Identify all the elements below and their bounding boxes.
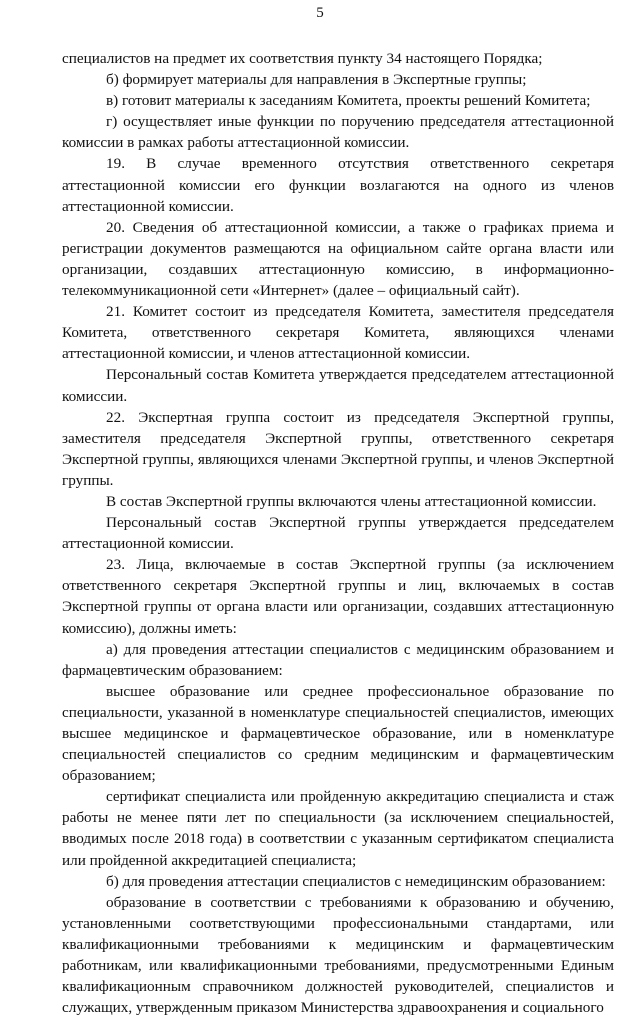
- paragraph: Персональный состав Комитета утверждается председателем аттестационной комиссии.: [62, 366, 614, 405]
- paragraph: 19. В случае временного отсутствия ответственного секретаря аттестационной комиссии его функции возлагаются на одного из членов аттестационной комиссии.: [62, 155, 614, 215]
- paragraph: Персональный состав Экспертной группы утверждается председателем аттестационной комиссии.: [62, 514, 614, 553]
- paragraph: сертификат специалиста или пройденную аккредитацию специалиста и стаж работы не менее пяти лет по специальности (за исключением специальностей, вводимых после 2018 года) в соответствии с указанным сертификатом специалиста или пройденной аккредитацией специалиста;: [62, 788, 614, 869]
- paragraph: специалистов на предмет их соответствия пункту 34 настоящего Порядка;: [62, 50, 543, 67]
- paragraph: 21. Комитет состоит из председателя Комитета, заместителя председателя Комитета, ответственного секретаря Комитета, являющихся членами аттестационной комиссии, и членов аттестационной комиссии.: [62, 303, 614, 363]
- paragraph: б) формирует материалы для направления в Экспертные группы;: [106, 71, 527, 89]
- paragraph: В состав Экспертной группы включаются члены аттестационной комиссии.: [106, 492, 597, 510]
- paragraph: высшее образование или среднее профессиональное образование по специальности, указанной в номенклатуре специальностей специалистов, имеющих высшее медицинское и фармацевтическое образование, или в номенклатуре специальностей специалистов со средним медицинским и фармацевтическим образованием;: [62, 682, 614, 785]
- paragraph: 22. Экспертная группа состоит из председателя Экспертной группы, заместителя председателя Экспертной группы, ответственного секретаря Экспертной группы, являющихся членами Экспертной группы, и членов Экспертной группы.: [62, 408, 614, 489]
- paragraph: б) для проведения аттестации специалистов с немедицинским образованием:: [106, 872, 606, 890]
- paragraph: образование в соответствии с требованиями к образованию и обучению, установленными соответствующими профессиональными стандартами, или квалификационными требованиями к медицинским и фармацевтическим работникам, или квалификационными требованиями, предусмотренными Единым квалификационным справочником должностей руководителей, специалистов и служащих, утвержденным приказом Министерства здравоохранения и социального: [62, 893, 614, 1017]
- paragraph: г) осуществляет иные функции по поручению председателя аттестационной комиссии в рамках работы аттестационной комиссии.: [62, 113, 614, 152]
- paragraph: 23. Лица, включаемые в состав Экспертной группы (за исключением ответственного секретаря Экспертной группы и лиц, включаемых в состав Экспертной группы от органа власти или организации, создавших аттестационную комиссию), должны иметь:: [62, 556, 614, 637]
- document-body: [62, 48, 614, 1018]
- paragraph: в) готовит материалы к заседаниям Комитета, проекты решений Комитета;: [106, 92, 591, 110]
- paragraph: 20. Сведения об аттестационной комиссии, а также о графиках приема и регистрации документов размещаются на официальном сайте органа власти или организации, создавших аттестационную комиссию, в информационно-телекоммуникационной сети «Интернет» (далее – официальный сайт).: [62, 218, 614, 300]
- paragraph: а) для проведения аттестации специалистов с медицинским образованием и фармацевтическим образованием:: [62, 640, 614, 679]
- page-number: 5: [316, 5, 324, 21]
